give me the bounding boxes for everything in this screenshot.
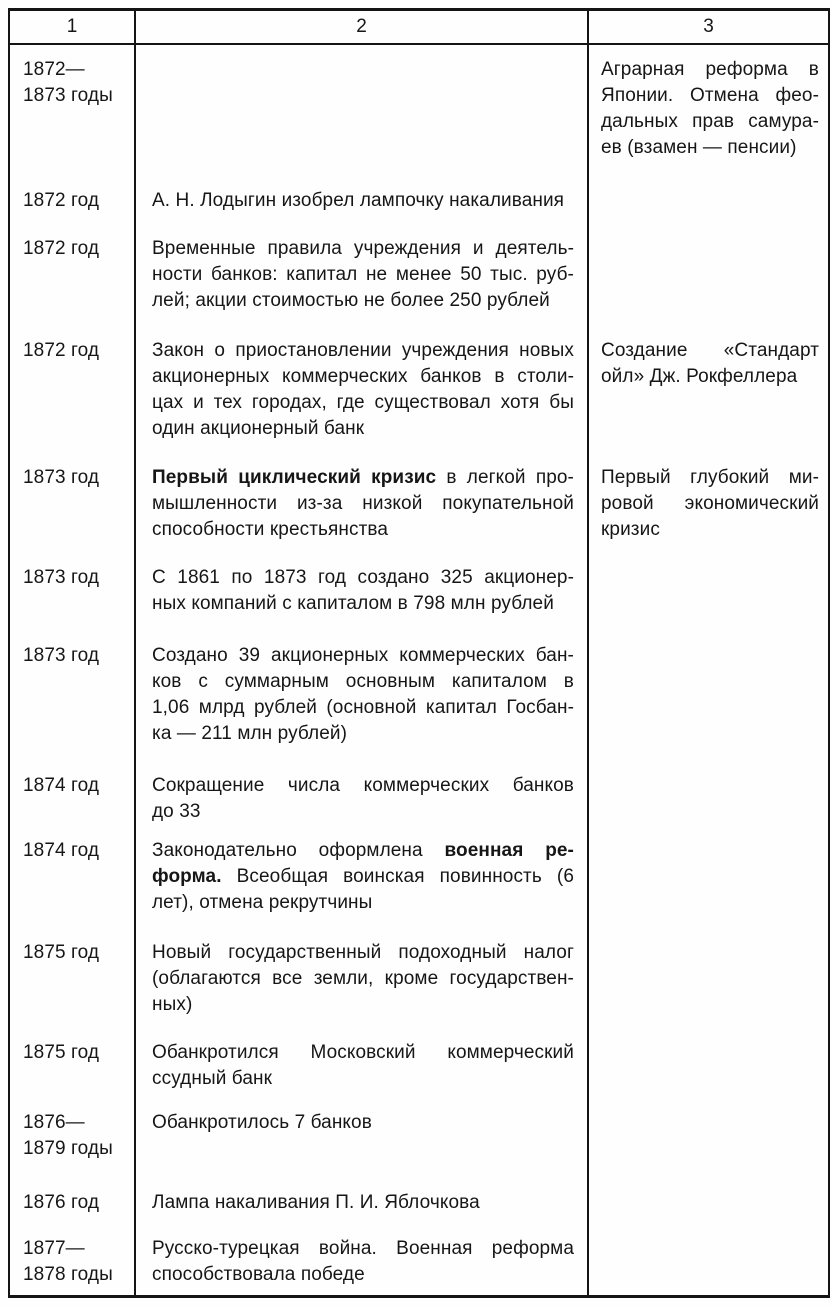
year-cell bbox=[9, 928, 135, 1028]
world-cell bbox=[588, 761, 829, 826]
table-row bbox=[9, 631, 829, 761]
text-line: ойл» Дж. Рокфеллера bbox=[601, 366, 798, 387]
text-line: Создание «Стандарт bbox=[601, 340, 819, 361]
text-line: 1,06 млрд рублей (основной капитал Госбан- bbox=[152, 697, 574, 718]
text-line: Закон о приостановлении учреждения новых bbox=[152, 340, 574, 361]
year-cell bbox=[9, 631, 135, 761]
text-line: 1879 годы bbox=[23, 1138, 113, 1159]
text-line: Обанкротилось 7 банков bbox=[152, 1112, 372, 1133]
table-row bbox=[9, 176, 829, 224]
text-line: 1872 год bbox=[23, 190, 100, 211]
text-line: 1872— bbox=[23, 59, 85, 80]
text-line: до 33 bbox=[152, 801, 201, 822]
world-cell bbox=[588, 453, 829, 553]
header-row bbox=[9, 10, 829, 45]
column-header-3: 3 bbox=[588, 10, 829, 45]
year-cell bbox=[9, 1178, 135, 1224]
text-line: Первый глубокий ми- bbox=[601, 467, 819, 488]
table-row bbox=[9, 224, 829, 326]
world-cell bbox=[588, 1178, 829, 1224]
year-cell bbox=[9, 1224, 135, 1296]
world-cell bbox=[588, 553, 829, 631]
year-cell bbox=[9, 1028, 135, 1098]
table-row bbox=[9, 44, 829, 176]
text-line: Японии. Отмена фео- bbox=[601, 85, 819, 106]
year-cell bbox=[9, 453, 135, 553]
text-line: 1876 год bbox=[23, 1192, 100, 1213]
event-cell bbox=[135, 761, 588, 826]
world-cell bbox=[588, 1028, 829, 1098]
chronology-table bbox=[8, 8, 830, 1298]
text-line: Аграрная реформа в bbox=[601, 59, 819, 80]
text-line: дальных прав самура- bbox=[601, 111, 819, 132]
event-cell bbox=[135, 44, 588, 176]
event-cell bbox=[135, 1098, 588, 1178]
text-line: ев (взамен — пенсии) bbox=[601, 137, 797, 158]
text-line: Сокращение числа коммерческих банков bbox=[152, 775, 574, 796]
text-line: С 1861 по 1873 год создано 325 акционер- bbox=[152, 567, 574, 588]
event-cell bbox=[135, 928, 588, 1028]
text-line: 1877— bbox=[23, 1238, 85, 1259]
column-header-1: 1 bbox=[9, 10, 135, 45]
text-line: 1873 годы bbox=[23, 85, 113, 106]
event-cell bbox=[135, 1028, 588, 1098]
world-cell bbox=[588, 1224, 829, 1296]
text-line: Русско-турецкая война. Военная реформа bbox=[152, 1238, 574, 1259]
event-cell bbox=[135, 826, 588, 928]
table-row bbox=[9, 1028, 829, 1098]
text-line: способности крестьянства bbox=[152, 519, 389, 540]
text-line: акционерных коммерческих банков в столи- bbox=[152, 366, 574, 387]
text-line: ка — 211 млн рублей) bbox=[152, 723, 348, 744]
table-row bbox=[9, 326, 829, 453]
event-cell bbox=[135, 631, 588, 761]
event-cell bbox=[135, 1224, 588, 1296]
text-line: Законодательно оформлена военная ре- bbox=[152, 840, 574, 861]
table-row bbox=[9, 1224, 829, 1296]
text-line: лей; акции стоимостью не более 250 рублей bbox=[152, 290, 550, 311]
text-line: кризис bbox=[601, 519, 660, 540]
year-cell bbox=[9, 326, 135, 453]
world-cell bbox=[588, 224, 829, 326]
text-line: цах и тех городах, где существовал хотя бы bbox=[152, 392, 574, 413]
year-cell bbox=[9, 553, 135, 631]
text-line: Новый государственный подоходный налог bbox=[152, 942, 574, 963]
text-line: 1872 год bbox=[23, 238, 100, 259]
text-line: 1878 годы bbox=[23, 1264, 113, 1285]
world-cell bbox=[588, 928, 829, 1028]
text-line: ных) bbox=[152, 994, 193, 1015]
year-cell bbox=[9, 826, 135, 928]
event-cell bbox=[135, 1178, 588, 1224]
text-line: ровой экономический bbox=[601, 493, 819, 514]
table-row bbox=[9, 553, 829, 631]
text-line: способствовала победе bbox=[152, 1264, 365, 1285]
text-line: 1873 год bbox=[23, 645, 100, 666]
text-line: 1874 год bbox=[23, 775, 100, 796]
world-cell bbox=[588, 1098, 829, 1178]
text-line: Первый циклический кризис в легкой про- bbox=[152, 467, 574, 488]
text-line: Создано 39 акционерных коммерческих бан- bbox=[152, 645, 574, 666]
table-row bbox=[9, 1178, 829, 1224]
text-line: 1876— bbox=[23, 1112, 85, 1133]
year-cell bbox=[9, 761, 135, 826]
world-cell bbox=[588, 826, 829, 928]
event-cell bbox=[135, 453, 588, 553]
text-line: Обанкротился Московский коммерческий bbox=[152, 1042, 574, 1063]
text-line: 1873 год bbox=[23, 467, 100, 488]
world-cell bbox=[588, 631, 829, 761]
text-line: один акционерный банк bbox=[152, 418, 365, 439]
year-cell bbox=[9, 176, 135, 224]
year-cell bbox=[9, 224, 135, 326]
world-cell bbox=[588, 44, 829, 176]
table-row bbox=[9, 928, 829, 1028]
event-cell bbox=[135, 326, 588, 453]
event-cell bbox=[135, 176, 588, 224]
table-row bbox=[9, 826, 829, 928]
text-line: Временные правила учреждения и деятель- bbox=[152, 238, 574, 259]
world-cell bbox=[588, 176, 829, 224]
table-body bbox=[9, 44, 829, 1296]
text-line: 1872 год bbox=[23, 340, 100, 361]
world-cell bbox=[588, 326, 829, 453]
text-line: лет), отмена рекрутчины bbox=[152, 892, 373, 913]
text-line: А. Н. Лодыгин изобрел лампочку накаливания bbox=[152, 190, 565, 211]
text-line: 1875 год bbox=[23, 942, 100, 963]
text-line: ных компаний с капиталом в 798 млн рублей bbox=[152, 593, 554, 614]
text-line: 1874 год bbox=[23, 840, 100, 861]
text-line: форма. Всеобщая воинская повинность (6 bbox=[152, 866, 574, 887]
table-row bbox=[9, 453, 829, 553]
text-line: ссудный банк bbox=[152, 1068, 273, 1089]
text-line: Лампа накаливания П. И. Яблочкова bbox=[152, 1192, 480, 1213]
text-line: 1875 год bbox=[23, 1042, 100, 1063]
text-line: ности банков: капитал не менее 50 тыс. руб- bbox=[152, 264, 574, 285]
year-cell bbox=[9, 44, 135, 176]
event-cell bbox=[135, 224, 588, 326]
text-line: ков с суммарным основным капиталом в bbox=[152, 671, 574, 692]
table-row bbox=[9, 761, 829, 826]
table-row bbox=[9, 1098, 829, 1178]
table-header bbox=[9, 10, 829, 45]
text-line: мышленности из-за низкой покупательной bbox=[152, 493, 574, 514]
column-header-2: 2 bbox=[135, 10, 588, 45]
text-line: (облагаются все земли, кроме государствен- bbox=[152, 968, 574, 989]
text-line: 1873 год bbox=[23, 567, 100, 588]
event-cell bbox=[135, 553, 588, 631]
year-cell bbox=[9, 1098, 135, 1178]
